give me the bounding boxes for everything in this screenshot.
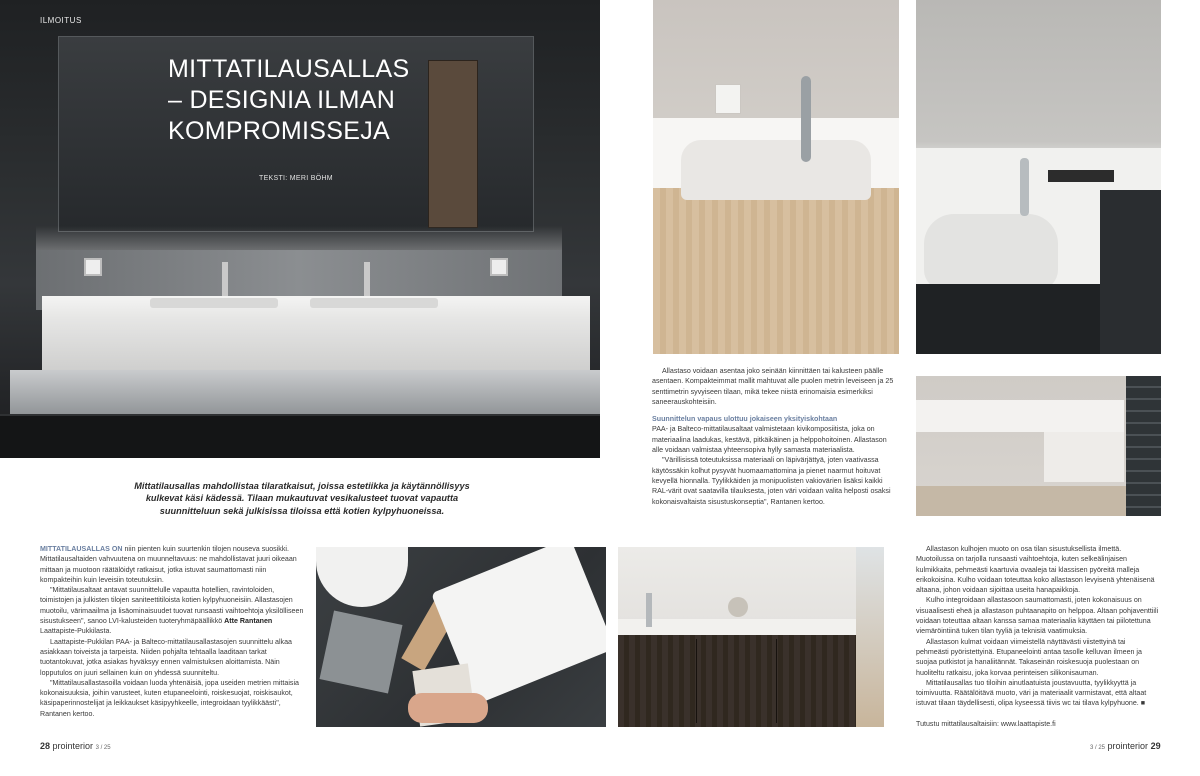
title-line: KOMPROMISSEJA <box>168 117 390 145</box>
title-line: MITTATILAUSALLAS <box>168 55 410 83</box>
issue-number: 3 / 25 <box>1090 745 1106 751</box>
text-run: niin pienten kuin suurtenkin tilojen nouseva suosikki. Mittatilausaltaiden vahvuutena on muunneltavuus: ne mahdollistavat juuri oikeaan mittaan ja muotoon räätälöidyt ratkaisut, jotka istuvat saumattomasti niin kompakteihin kuin leveisiin toteutuksiin. <box>40 545 297 584</box>
person-name: Atte Rantanen <box>224 617 273 626</box>
photo-dark-cabinet <box>916 0 1161 354</box>
body-paragraph: "Mittatilausallastasoilla voidaan luoda yhtenäisiä, jopa useiden metrien mittaisia kokonaisuuksia, joihin varusteet, kuten etupaneelointi, roiskesuojat, roiskisaukot, käsipaperinnostelijat ja leikkaukset käsipyyhkeelle, integroidaan tyylikkäästi", Rantanen kertoo. <box>40 678 299 718</box>
article-title <box>168 54 428 147</box>
round-mirror <box>728 597 748 617</box>
basin <box>681 140 871 200</box>
page-number: 28 <box>40 741 51 751</box>
photo-dark-wood-vanity <box>618 547 856 727</box>
photo-wall-basin <box>916 376 1161 516</box>
text-run: "Mittatilausaltaat antavat suunnittelulle vapautta hotellien, ravintoloiden, toimistojen ja julkisten tilojen saniteettitiloista kotien kylpyhuoneisiin. Allastasojen muotoilu, värimaailma ja lisäominaisuudet tuovat runsaasti vaihtoehtoja yksilölliseen sisustukseen", sanoo LVI-kalusteiden tuoteryhmäpäällikkö <box>40 586 304 626</box>
door <box>428 60 478 228</box>
cabinet <box>0 414 600 458</box>
faucet-icon <box>646 593 652 627</box>
body-paragraph: Allastason kulhojen muoto on osa tilan sisustuksellista ilmettä. Muotoilussa on tarjolla runsaasti vaihtoehtoja, kuten selkeälinjaisen kulmikkaita, pehmeästi kaartuvia ovaaleja tai klassisen pyöreitä malleja erikokoisina. Kulho voidaan toteuttaa koko allastason levyisenä yhtenäisenä altaana, johon voidaan sijoittaa useita hanapaikkoja. <box>916 545 1155 595</box>
socket-icon <box>84 258 102 276</box>
website-link[interactable]: Tutustu mittatilausaltaisiin: www.laattapiste.fi <box>916 719 1056 728</box>
tray <box>1048 170 1114 182</box>
faucet-icon <box>1020 158 1029 216</box>
body-paragraph: Laattapiste-Pukkilan PAA- ja Balteco-mittatilausallastasojen suunnittelu alkaa asiakkaan toiveista ja tarpeista. Niiden pohjalta tehtaalla laaditaan tarkat tuotantokuvat, jotka asiakas hyväksyy ennen valmistuksen aloittamista. Näin lopputulos on juuri sellainen kuin on yhdessä suunniteltu. <box>40 637 292 677</box>
switch-icon <box>715 84 741 114</box>
body-paragraph: Kulho integroidaan allastasoon saumattomasti, joten kokonaisuus on visuaalisesti eheä ja allastason puhtaanapito on helppoa. Altaan pohjaventtiili voidaan toteuttaa altaan kanssa samaa materiaalia käyttäen tai piilotettuna viemäröintiinä tuken tilan tyyliä ja teknisiä vaatimuksia. <box>916 596 1159 636</box>
magazine-name: prointerior <box>52 741 94 751</box>
countertop <box>916 400 1124 432</box>
folio-right <box>1090 741 1161 751</box>
body-paragraph: "Värillisissä toteutuksissa materiaali on läpivärjättyä, joten vaativassa käytössäkin kolhut pysyvät huomaamattomina ja pienet naarmut hoituvat kevyellä hionnalla. Tyylikkäiden ja monipuolisten vakiovärien lisäksi kaikki RAL-värit ovat saatavilla tilauksesta, joten väri voidaan valita helposti osaksi kokonaisvaltaista sisustuskonseptia", Rantanen kertoo. <box>652 456 891 506</box>
body-paragraph: Mittatilausallas tuo tiloihin ainutlaatuista joustavuutta, tyylikkyyttä ja toimivuutta. Räätälöitävä muoto, väri ja materiaalit varmistavat, että altaat istuvat tilaan täydellisesti, olipa kyseessä tiivis wc tai tilava kylpyhuone. ■ <box>916 678 1147 708</box>
countertop <box>618 619 856 635</box>
subheading: Suunnittelun vapaus ulottuu jokaiseen yksityiskohtaan <box>652 415 838 424</box>
byline: TEKSTI: MERI BÖHM <box>259 175 333 182</box>
faucet-icon <box>364 262 370 298</box>
basin <box>150 298 278 308</box>
photo-window-strip <box>856 547 884 727</box>
wall-tiles <box>1126 376 1161 516</box>
hand <box>408 693 488 723</box>
floor <box>916 486 1126 516</box>
photo-material-samples <box>316 547 606 727</box>
marble-sample <box>319 610 402 693</box>
wood-cabinet <box>618 635 856 727</box>
door-seam <box>776 639 777 723</box>
body-paragraph: Allastaso voidaan asentaa joko seinään kiinnittäen tai kalusteen päälle asentaen. Kompakteimmat mallit mahtuvat alle puolen metrin leveiseen ja 25 senttimetrin syvyiseen tilaan, mikä tekee niistä erinomaisia esimerkiksi saneerauskohteisiin. <box>652 367 894 406</box>
socket-icon <box>490 258 508 276</box>
body-paragraph: PAA- ja Balteco-mittatilausaltaat valmistetaan kivikomposiitista, joka on materiaalina laadukas, kestävä, pitkäikäinen ja helppohoitoinen. Allastason alle voidaan valmistaa yhteensopiva hylly samasta materiaalista. <box>652 425 887 455</box>
section-kicker: ILMOITUS <box>40 16 82 25</box>
text-run: Laattapiste-Pukkilasta. <box>40 627 112 636</box>
photo-oak-vanity <box>653 0 899 354</box>
door-seam <box>696 639 697 723</box>
dropcap-lead: MITTATILAUSALLAS ON <box>40 545 123 553</box>
dark-cabinet-side <box>1100 190 1161 354</box>
faucet-icon <box>801 76 811 162</box>
body-column-right <box>916 544 1160 729</box>
body-paragraph: Allastason kulmat voidaan viimeistellä näyttävästi viistettyinä tai pehmeästi pyöristettyinä. Etupaneelointi antaa tasolle kelluvan ilmeen ja suojaa putkistot ja hanaliitännät. Takaseinän roiskesuoja puolestaan on huoliteltu ratkaisu, joka korvaa perinteisen silikonisauman. <box>916 637 1142 677</box>
body-paragraph <box>40 585 308 636</box>
basin <box>924 214 1058 290</box>
issue-number: 3 / 25 <box>95 745 111 751</box>
basin <box>310 298 438 308</box>
oak-cabinet <box>653 186 899 354</box>
bowl <box>316 547 408 607</box>
page-number: 29 <box>1150 741 1161 751</box>
faucet-icon <box>222 262 228 298</box>
body-paragraph <box>40 544 308 585</box>
floor-glow <box>10 370 600 418</box>
shelf <box>1044 432 1124 482</box>
magazine-name: prointerior <box>1107 741 1149 751</box>
title-line: – DESIGNIA ILMAN <box>168 86 396 114</box>
body-column-middle <box>652 366 898 507</box>
led-strip <box>36 226 562 252</box>
lead-paragraph: Mittatilausallas mahdollistaa tilaratkaisut, joissa estetiikka ja käytännöllisyys kulkevat käsi kädessä. Tilaan mukautuvat vesikalusteet tuovat vapautta suunnitteluun sekä julkisissa tiloissa että kotien kylpyhuoneissa. <box>134 481 470 516</box>
body-column-left <box>40 544 308 719</box>
folio-left <box>40 741 111 751</box>
